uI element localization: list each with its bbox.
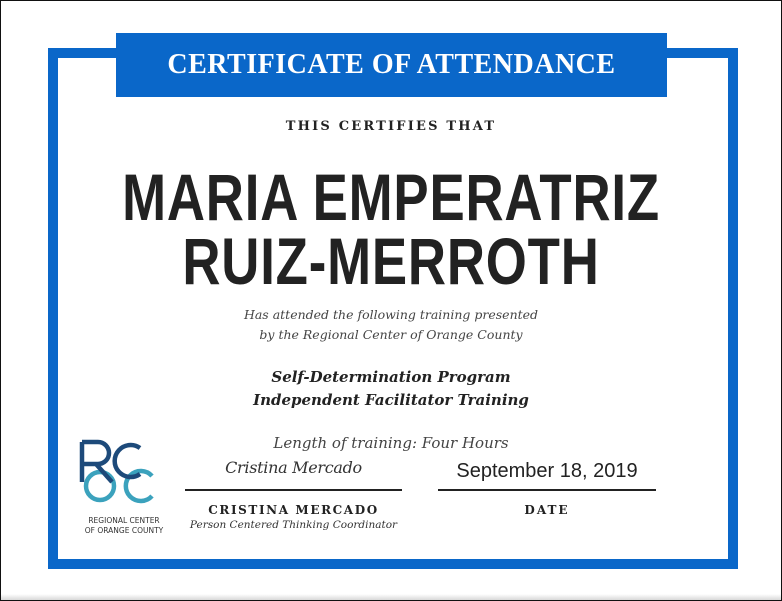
certificate-title: CERTIFICATE OF ATTENDANCE bbox=[167, 49, 616, 80]
logo-caption-line1: REGIONAL CENTER bbox=[88, 516, 160, 525]
recipient-name-line2: RUIZ-MERROTH bbox=[182, 224, 600, 298]
date-value: September 18, 2019 bbox=[456, 460, 638, 482]
certifies-that-label: THIS CERTIFIES THAT bbox=[285, 119, 497, 134]
attended-line2: by the Regional Center of Orange County bbox=[259, 327, 523, 342]
page-shadow bbox=[1, 594, 781, 600]
signature-script: Cristina Mercado bbox=[225, 458, 362, 477]
rcoc-logo-icon bbox=[74, 438, 174, 518]
program-line1: Self-Determination Program bbox=[271, 368, 511, 386]
program-title bbox=[0, 366, 782, 412]
program-line2: Independent Facilitator Training bbox=[253, 391, 529, 409]
recipient-name-line1: MARIA EMPERATRIZ bbox=[122, 160, 660, 234]
signer-name: CRISTINA MERCADO bbox=[208, 503, 379, 517]
attended-line1: Has attended the following training presented bbox=[243, 307, 539, 322]
date-label: DATE bbox=[524, 503, 570, 517]
logo-caption-line2: OF ORANGE COUNTY bbox=[84, 526, 164, 535]
logo-caption bbox=[74, 516, 174, 536]
signer-title: Person Centered Thinking Coordinator bbox=[189, 519, 398, 531]
date-line bbox=[438, 489, 656, 491]
attended-statement bbox=[0, 305, 782, 345]
signature-line bbox=[185, 489, 402, 491]
title-banner bbox=[116, 33, 667, 97]
training-length: Length of training: Four Hours bbox=[273, 434, 509, 452]
